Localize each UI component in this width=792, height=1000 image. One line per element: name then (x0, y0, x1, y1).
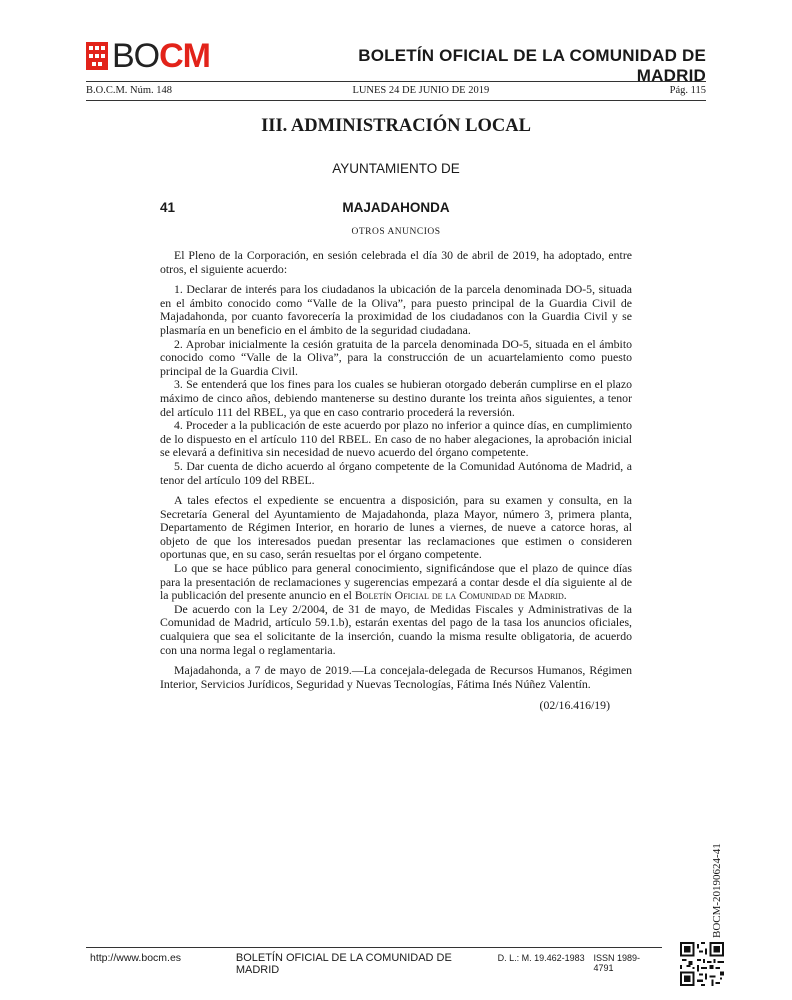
paragraph-item-4: 4. Proceder a la publicación de este acuerdo por plazo no inferior a quince días, en cumplimiento de lo dispuesto en el artículo 110 del RBEL. En caso de no haber alegaciones, la aprobación inicial se elevará a definitiva sin necesidad de nuevo acuerdo del órgano competente. (160, 418, 632, 460)
masthead-title: BOLETÍN OFICIAL DE LA COMUNIDAD DE MADRID (358, 46, 706, 85)
issue-meta-line (86, 85, 706, 96)
announcement-number: 41 (160, 200, 176, 215)
footer-url-link[interactable]: http://www.bocm.es (90, 952, 182, 964)
qr-code-icon (680, 942, 724, 986)
reference-code: (02/16.416/19) (539, 698, 610, 713)
announcement-body (160, 249, 632, 713)
footer-legal-deposit: D. L.: M. 19.462-1983 (497, 953, 585, 963)
paragraph-intro: El Pleno de la Corporación, en sesión celebrada el día 30 de abril de 2019, ha adoptado, entre otros, el siguiente acuerdo: (160, 248, 632, 276)
logo-suffix: CM (159, 37, 211, 75)
publicidad-bulletin-name: Boletín Oficial de la Comunidad de Madrid (354, 588, 564, 603)
paragraph-signature: Majadahonda, a 7 de mayo de 2019.—La concejala-delegada de Recursos Humanos, Régimen Interior, Servicios Jurídicos, Seguridad y Nuevas Tecnologías, Fátima Inés Núñez Valentín. (160, 663, 632, 691)
paragraph-item-5: 5. Dar cuenta de dicho acuerdo al órgano competente de la Comunidad Autónoma de Madrid, a tenor del artículo 109 del RBEL. (160, 458, 632, 487)
paragraph-tasa: De acuerdo con la Ley 2/2004, de 31 de mayo, de Medidas Fiscales y Administrativas de la Comunidad de Madrid, artículo 59.1.b), estarán exentas del pago de la tasa los anuncios oficiales, cualquiera que sea el solicitante de la inserción, cuando la misma resulte obligatoria, de acuerdo con una norma legal o reglamentaria. (160, 601, 632, 657)
footer-title: BOLETÍN OFICIAL DE LA COMUNIDAD DE MADRID (235, 952, 452, 976)
paragraph-item-1: 1. Declarar de interés para los ciudadanos la ubicación de la parcela denominada DO-5, situada en el ámbito conocido como “Valle de la Oliva”, para puesto principal de la Guardia Civil de Majadahonda, por cuanto favorecería la proximidad de los ciudadanos con la Guardia Civil y se plasmaría en un beneficio en el ámbito de la seguridad ciudadana. (160, 282, 632, 337)
paragraph-publicidad (160, 562, 632, 603)
ayuntamiento-heading: AYUNTAMIENTO DE (332, 161, 460, 176)
page-number: Pág. 115 (669, 85, 706, 96)
issue-number: B.O.C.M. Núm. 148 (86, 85, 173, 96)
issue-date: LUNES 24 DE JUNIO DE 2019 (352, 85, 490, 96)
footer-issn: ISSN 1989-4791 (593, 953, 641, 973)
publicidad-end: . (563, 588, 567, 603)
paragraph-expediente: A tales efectos el expediente se encuentra a disposición, para su examen y consulta, en la Secretaría General del Ayuntamiento de Majadahonda, plaza Mayor, número 3, primera planta, Departamento de Régimen Interior, en horario de lunes a viernes, de nueve a catorce horas, al objeto de que los interesados puedan presentar las reclamaciones que estimen o consideren oportunas que, en su caso, serán resueltas por el órgano competente. (160, 493, 632, 562)
paragraph-item-2: 2. Aprobar inicialmente la cesión gratuita de la parcela denominada DO-5, situada en el ámbito conocido como “Valle de la Oliva”, para la construcción de un acuartelamiento como puesto principal de la Guardia Civil. (160, 336, 632, 378)
logo-prefix: BO (112, 37, 160, 75)
municipality-name: MAJADAHONDA (342, 200, 450, 215)
announcement-category: OTROS ANUNCIOS (351, 227, 441, 237)
footer (90, 952, 660, 976)
madrid-stars-flag-icon (86, 42, 108, 70)
footer-rule (86, 947, 662, 948)
meta-rule (86, 100, 706, 101)
paragraph-item-3: 3. Se entenderá que los fines para los cuales se hubieran otorgado deberán cumplirse en el plazo máximo de cinco años, debiendo mantenerse su destino durante los treinta años siguientes, a tenor del artículo 111 del RBEL, ya que en caso contrario procederá la reversión. (160, 377, 632, 419)
header-rule (86, 81, 706, 82)
section-title: III. ADMINISTRACIÓN LOCAL (261, 116, 531, 136)
publicidad-text: Lo que se hace público para general conocimiento, significándose que el plazo de quince días para la presentación de reclamaciones y sugerencias empezará a contar desde el día siguiente al de la publicación del presente anuncio en el (160, 561, 632, 603)
bocm-logo (86, 37, 211, 75)
bocm-side-code: BOCM-20190624-41 (711, 843, 723, 938)
